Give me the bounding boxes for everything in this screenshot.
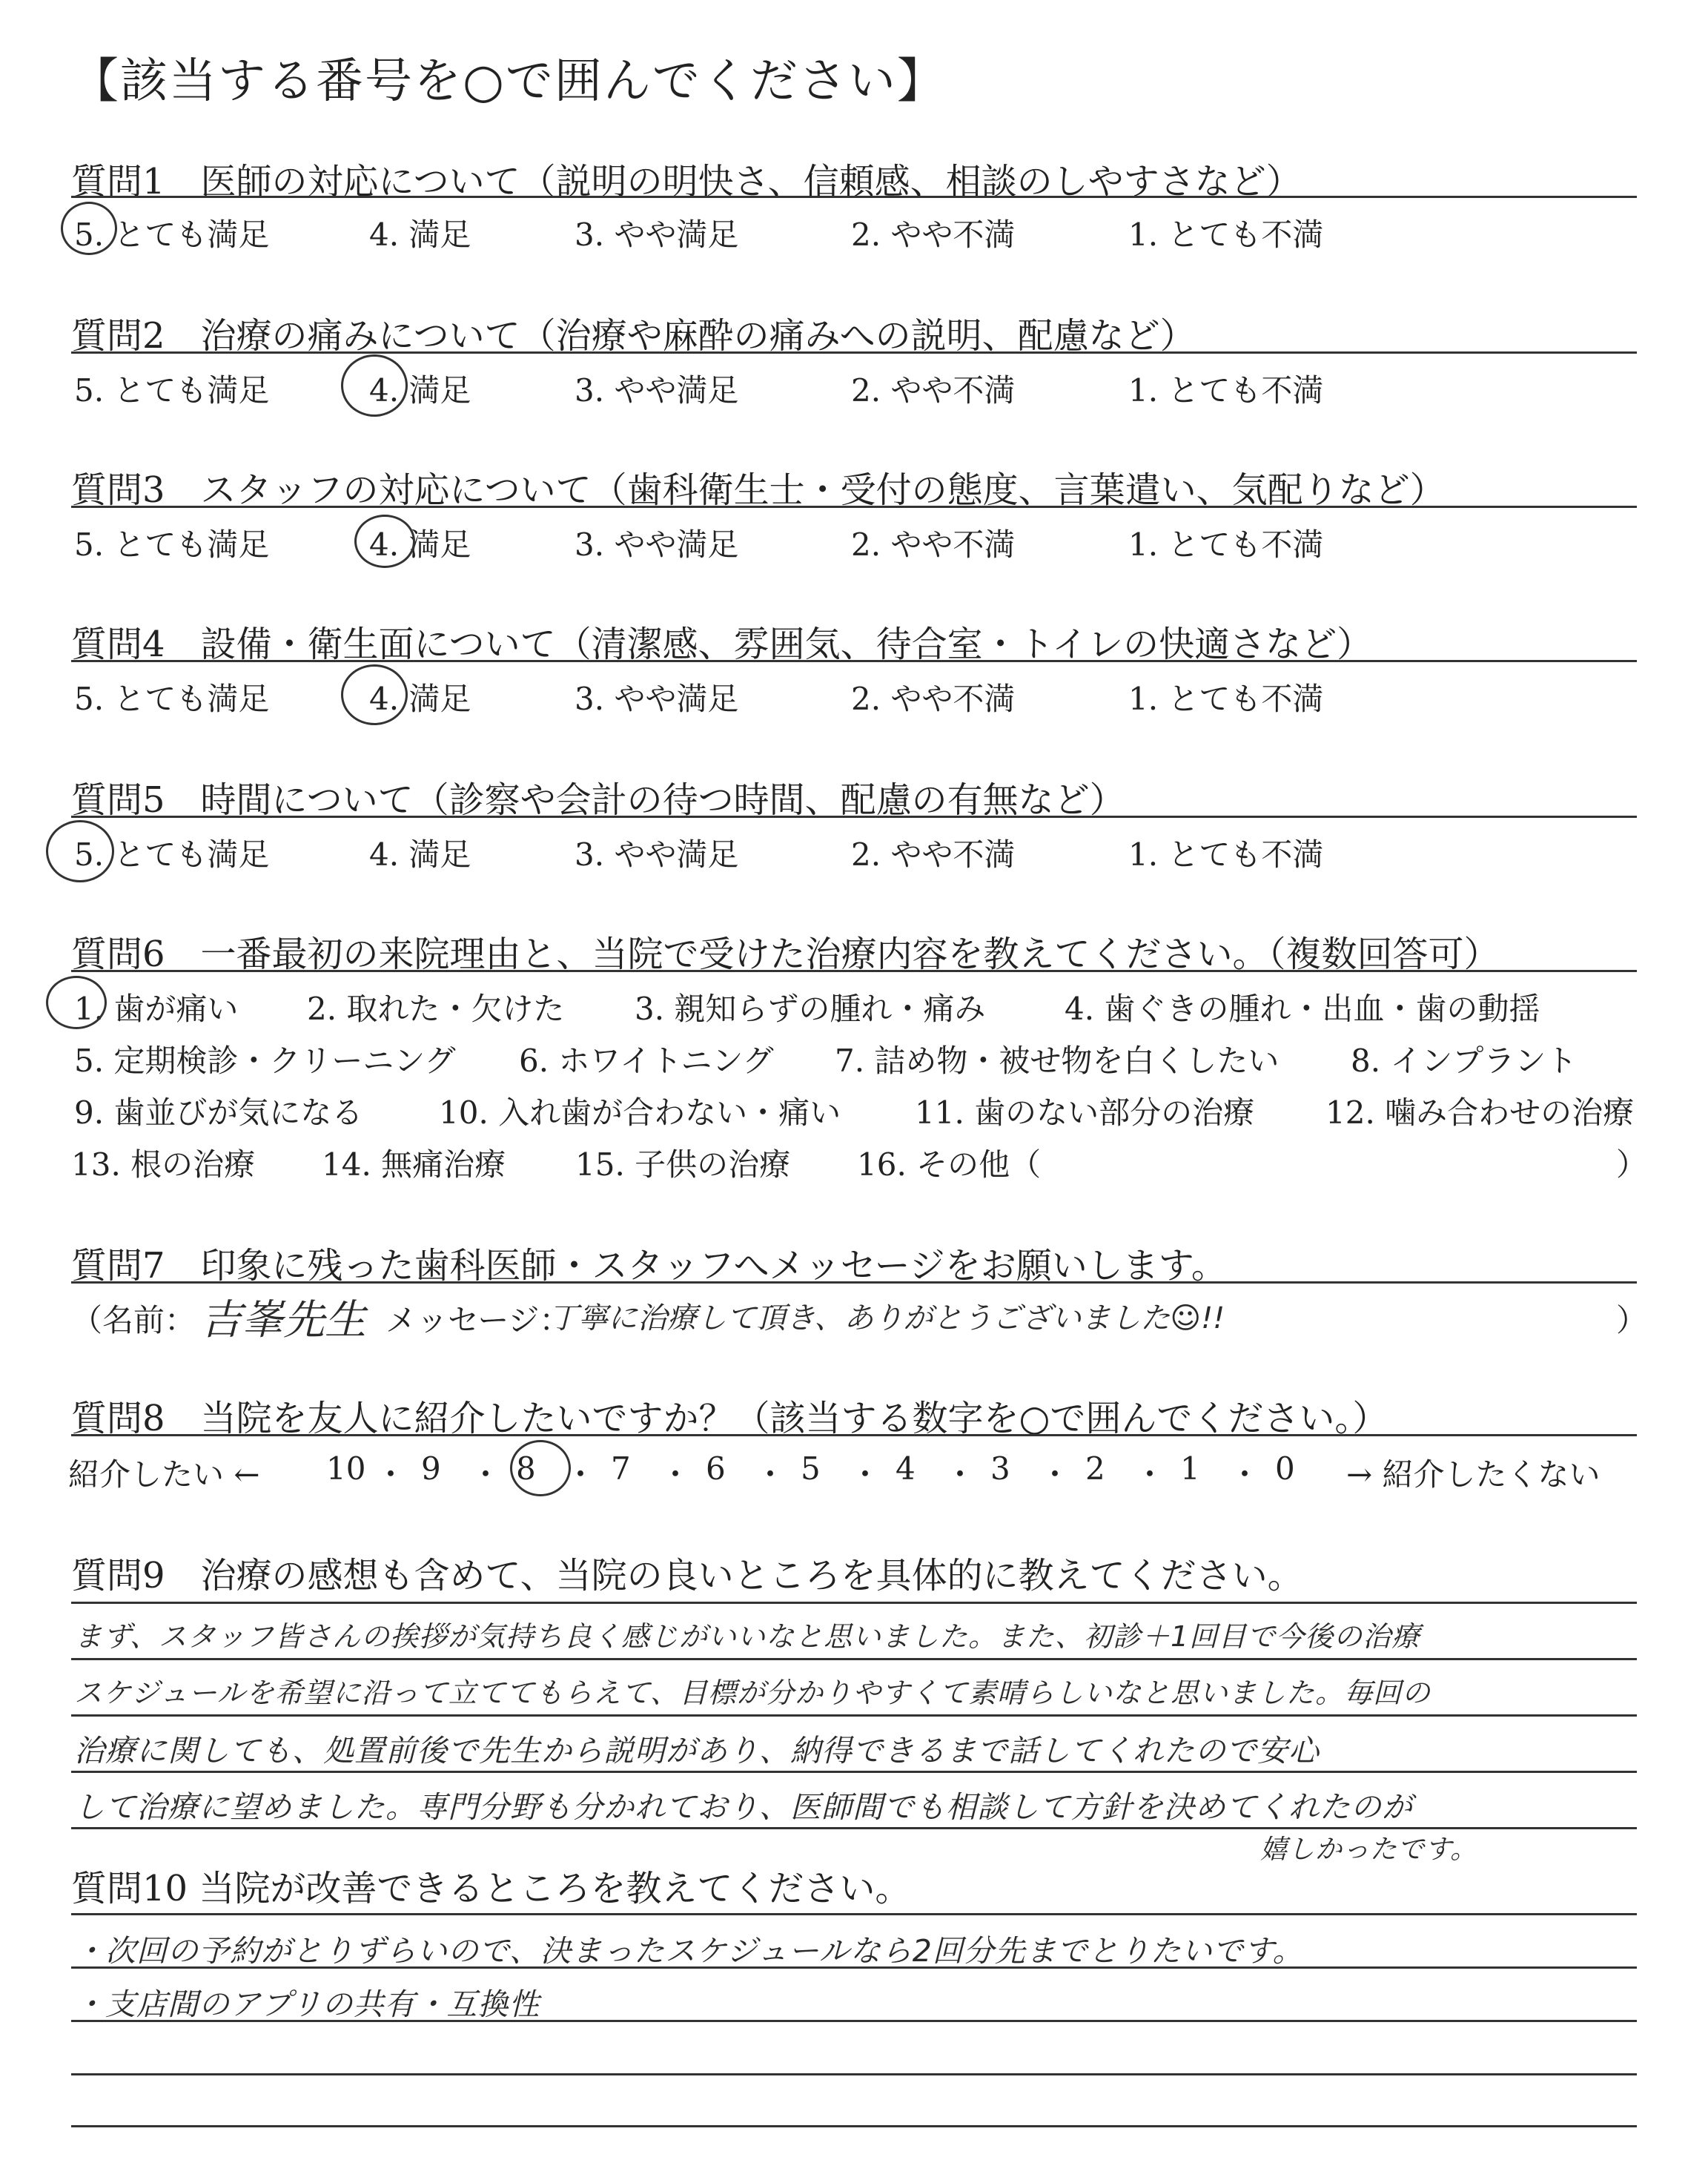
q8-scale-separator: ・ [1229, 1456, 1261, 1493]
q8-scale-9[interactable]: 9 [421, 1450, 441, 1487]
q6-option-13[interactable]: 13. 根の治療 [71, 1146, 256, 1183]
q6-selection-circle [46, 976, 107, 1029]
q8-scale-separator: ・ [944, 1456, 976, 1493]
q6-option-15[interactable]: 15. 子供の治療 [575, 1146, 791, 1183]
divider [71, 506, 1637, 508]
q4-option-2[interactable]: 2. やや不満 [851, 681, 1016, 717]
q4-option-3[interactable]: 3. やや満足 [575, 681, 739, 717]
q8-scale-separator: ・ [470, 1456, 502, 1493]
question-1-title: 質問1 医師の対応について（説明の明快さ、信頼感、相談のしやすさなど） [71, 161, 1302, 202]
question-6-title: 質問6 一番最初の来院理由と、当院で受けた治療内容を教えてください。（複数回答可） [71, 934, 1500, 975]
page-title: 【該当する番号を○で囲んでください】 [71, 54, 946, 109]
q9-answer-line-5: 嬉しかったです。 [1260, 1834, 1478, 1865]
q2-option-3[interactable]: 3. やや満足 [575, 372, 739, 409]
q8-scale-2[interactable]: 2 [1085, 1450, 1105, 1487]
question-4-title: 質問4 設備・衛生面について（清潔感、雰囲気、待合室・トイレの快適さなど） [71, 624, 1373, 665]
q8-scale-5[interactable]: 5 [801, 1450, 821, 1487]
q9-answer-line-1: まず、スタッフ皆さんの挨拶が気持ち良く感じがいいなと思いました。また、初診＋1回目で今後の治療 [74, 1620, 1421, 1653]
q5-option-1[interactable]: 1. とても不満 [1128, 836, 1324, 873]
answer-line [71, 2125, 1637, 2127]
q9-answer-line-3: 治療に関しても、処置前後で先生から説明があり、納得できるまで話してくれたので安心 [74, 1733, 1320, 1768]
q1-option-3[interactable]: 3. やや満足 [575, 217, 739, 253]
question-10-title: 質問10 当院が改善できるところを教えてください。 [71, 1868, 911, 1909]
answer-line [71, 2073, 1637, 2075]
answer-line [71, 1714, 1637, 1717]
q6-option-11[interactable]: 11. 歯のない部分の治療 [915, 1094, 1255, 1131]
divider [71, 816, 1637, 818]
q3-option-2[interactable]: 2. やや不満 [851, 526, 1016, 563]
q6-option-4[interactable]: 4. 歯ぐきの腫れ・出血・歯の動揺 [1065, 991, 1540, 1027]
divider [71, 1434, 1637, 1436]
q5-option-4[interactable]: 4. 満足 [369, 836, 471, 873]
q6-option-10[interactable]: 10. 入れ歯が合わない・痛い [439, 1094, 841, 1131]
q8-scale-separator: ・ [1134, 1456, 1166, 1493]
question-3-title: 質問3 スタッフの対応について（歯科衛生士・受付の態度、言葉遣い、気配りなど） [71, 469, 1446, 511]
q4-option-5[interactable]: 5. とても満足 [74, 681, 270, 717]
q2-option-2[interactable]: 2. やや不満 [851, 372, 1016, 409]
q1-option-5[interactable]: 5. とても満足 [74, 217, 270, 253]
q5-option-3[interactable]: 3. やや満足 [575, 836, 739, 873]
q6-option-5[interactable]: 5. 定期検診・クリーニング [74, 1043, 456, 1079]
q8-left-label: 紹介したい ← [68, 1456, 260, 1493]
q8-scale-separator: ・ [565, 1456, 597, 1493]
q6-option-8[interactable]: 8. インプラント [1351, 1043, 1578, 1079]
q6-option-12[interactable]: 12. 噛み合わせの治療 [1325, 1094, 1635, 1131]
q7-message-label: メッセージ： [385, 1302, 571, 1338]
q10-answer-line-2: ・支店間のアプリの共有・互換性 [74, 1986, 540, 2022]
q5-selection-circle [46, 820, 114, 882]
q8-scale-separator: ・ [1039, 1456, 1071, 1493]
question-9-title: 質問9 治療の感想も含めて、当院の良いところを具体的に教えてください。 [71, 1555, 1303, 1596]
divider [71, 351, 1637, 354]
q8-scale-separator: ・ [660, 1456, 692, 1493]
q2-selection-circle [341, 354, 408, 417]
q3-option-4[interactable]: 4. 満足 [369, 526, 471, 563]
q8-scale-separator: ・ [375, 1456, 407, 1493]
q4-selection-circle [341, 664, 408, 725]
q6-option-3[interactable]: 3. 親知らずの腫れ・痛み [635, 991, 986, 1027]
q1-selection-circle [61, 202, 117, 255]
q6-option-16[interactable]: 16. その他（ [857, 1146, 1042, 1183]
divider [71, 660, 1637, 662]
question-8-title: 質問8 当院を友人に紹介したいですか？（該当する数字を○で囲んでください。） [71, 1398, 1388, 1439]
q7-name-handwritten: 吉峯先生 [200, 1296, 366, 1344]
q8-right-label: → 紹介したくない [1346, 1456, 1601, 1493]
q6-option-14[interactable]: 14. 無痛治療 [322, 1146, 506, 1183]
q10-answer-line-1: ・次回の予約がとりずらいので、決まったスケジュールなら2回分先までとりたいです。 [74, 1933, 1304, 1969]
q4-option-1[interactable]: 1. とても不満 [1128, 681, 1324, 717]
question-2-title: 質問2 治療の痛みについて（治療や麻酔の痛みへの説明、配慮など） [71, 315, 1196, 357]
q6-option-9[interactable]: 9. 歯並びが気になる [74, 1094, 363, 1131]
q5-option-2[interactable]: 2. やや不満 [851, 836, 1016, 873]
q1-option-2[interactable]: 2. やや不満 [851, 217, 1016, 253]
q8-scale-6[interactable]: 6 [706, 1450, 726, 1487]
q1-option-4[interactable]: 4. 満足 [369, 217, 471, 253]
q9-answer-line-2: スケジュールを希望に沿って立ててもらえて、目標が分かりやすくて素晴らしいなと思いました。毎回の [74, 1677, 1431, 1709]
q8-scale-4[interactable]: 4 [896, 1450, 916, 1487]
q8-scale-separator: ・ [755, 1456, 787, 1493]
divider [71, 970, 1637, 972]
q4-option-4[interactable]: 4. 満足 [369, 681, 471, 717]
answer-line [71, 1658, 1637, 1660]
q3-option-1[interactable]: 1. とても不満 [1128, 526, 1324, 563]
divider [71, 1602, 1637, 1604]
q1-option-1[interactable]: 1. とても不満 [1128, 217, 1324, 253]
q2-option-1[interactable]: 1. とても不満 [1128, 372, 1324, 409]
q5-option-5[interactable]: 5. とても満足 [74, 836, 270, 873]
q8-scale-3[interactable]: 3 [990, 1450, 1010, 1487]
q8-selection-circle [510, 1440, 571, 1496]
q6-option-6[interactable]: 6. ホワイトニング [519, 1043, 774, 1079]
question-7-title: 質問7 印象に残った歯科医師・スタッフへメッセージをお願いします。 [71, 1245, 1227, 1287]
q8-scale-0[interactable]: 0 [1275, 1450, 1295, 1487]
q2-option-5[interactable]: 5. とても満足 [74, 372, 270, 409]
q8-scale-10[interactable]: 10 [326, 1450, 366, 1487]
q6-option-7[interactable]: 7. 詰め物・被せ物を白くしたい [835, 1043, 1280, 1079]
q8-scale-8[interactable]: 8 [516, 1450, 536, 1487]
divider [71, 1281, 1637, 1284]
q3-option-5[interactable]: 5. とても満足 [74, 526, 270, 563]
divider [71, 1913, 1637, 1915]
q7-name-prefix: （名前： [71, 1302, 196, 1338]
q9-answer-line-4: して治療に望めました。専門分野も分かれており、医師間でも相談して方針を決めてくれたのが [74, 1789, 1413, 1825]
q6-option-2[interactable]: 2. 取れた・欠けた [307, 991, 565, 1027]
q8-scale-1[interactable]: 1 [1180, 1450, 1200, 1487]
q7-close-paren: ） [1616, 1302, 1648, 1338]
q7-message-handwritten: 丁寧に治療して頂き、ありがとうございました☺!! [549, 1301, 1225, 1335]
q8-scale-7[interactable]: 7 [611, 1450, 631, 1487]
q6-other-close-paren: ） [1616, 1146, 1648, 1183]
question-5-title: 質問5 時間について（診察や会計の待つ時間、配慮の有無など） [71, 779, 1125, 821]
q3-selection-circle [354, 515, 415, 568]
q3-option-3[interactable]: 3. やや満足 [575, 526, 739, 563]
q6-option-1[interactable]: 1. 歯が痛い [74, 991, 239, 1027]
answer-line [71, 1771, 1637, 1773]
q8-scale-separator: ・ [850, 1456, 881, 1493]
divider [71, 196, 1637, 198]
q2-option-4[interactable]: 4. 満足 [369, 372, 471, 409]
